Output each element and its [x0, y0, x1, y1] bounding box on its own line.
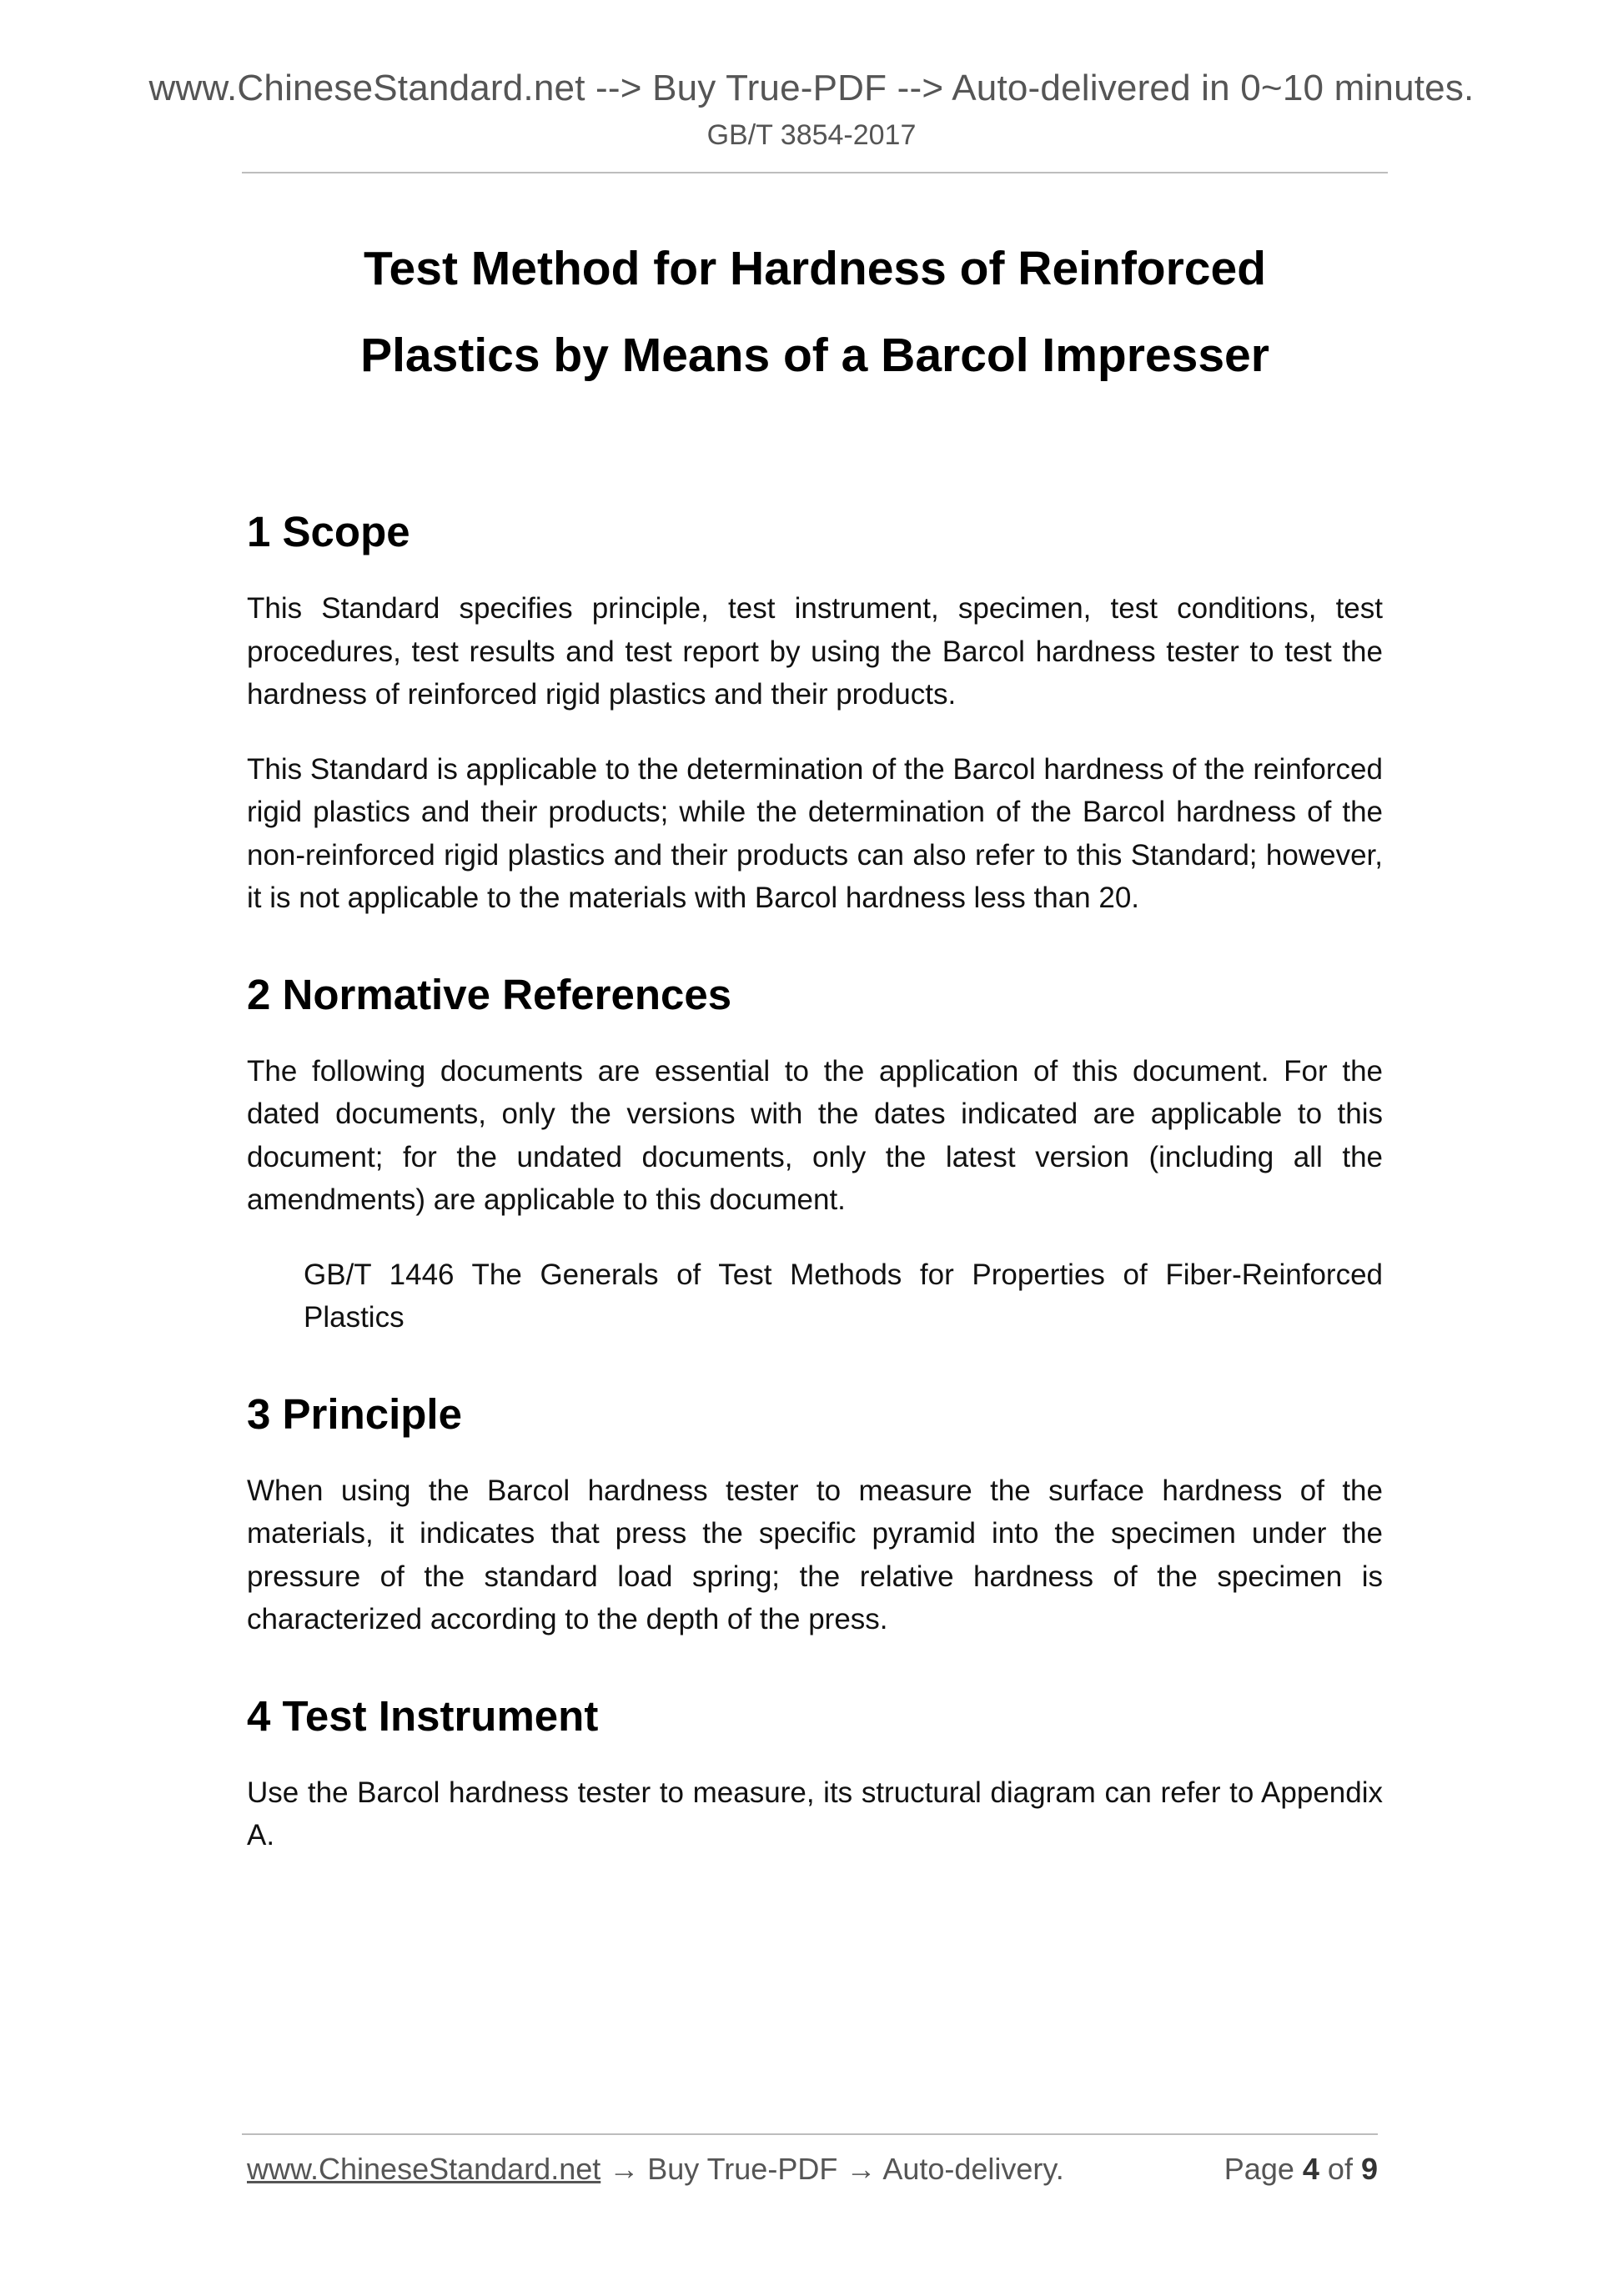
section-normative-references	[247, 955, 1383, 1339]
current-page: 4	[1302, 2152, 1319, 2186]
section-scope	[247, 492, 1383, 920]
document-title	[242, 225, 1388, 399]
page-label: Page	[1224, 2152, 1294, 2186]
paragraph: This Standard is applicable to the determination of the Barcol hardness of the reinforced rigid plastics and their products; while the determination of the Barcol hardness of the non-reinforced rigid plastics and their products can also refer to this Standard; however, it is not applicable to the materials with Barcol hardness less than 20.	[247, 752, 1383, 914]
section-heading: 4 Test Instrument	[247, 1691, 599, 1740]
paragraph: This Standard specifies principle, test instrument, specimen, test conditions, test procedures, test results and test report by using the Barcol hardness tester to test the hardness of reinforced rigid plastics and their products.	[247, 592, 1383, 711]
page-of-label: of	[1327, 2152, 1353, 2186]
page-number	[1224, 2148, 1378, 2190]
footer-site-link[interactable]: www.ChineseStandard.net	[247, 2152, 601, 2186]
paragraph: Use the Barcol hardness tester to measure, its structural diagram can refer to Appendix A.	[247, 1776, 1383, 1851]
header-divider	[242, 172, 1388, 173]
section-heading: 3 Principle	[247, 1389, 462, 1438]
page-header	[0, 65, 1623, 155]
section-test-instrument	[247, 1676, 1383, 1857]
total-pages: 9	[1360, 2152, 1378, 2186]
footer-promo	[247, 2148, 1064, 2190]
section-heading: 2 Normative References	[247, 970, 732, 1018]
header-standard-number: GB/T 3854-2017	[706, 119, 917, 151]
footer-promo-text: → Buy True-PDF → Auto-delivery.	[600, 2152, 1064, 2186]
paragraph: The following documents are essential to the application of this document. For the dated documents, only the versions with the dates indicated are applicable to this document; for the undated documents, only the latest version (including all the amendments) are applicable to this document.	[247, 1054, 1383, 1216]
paragraph: When using the Barcol hardness tester to measure the surface hardness of the materials, it indicates that press the specific pyramid into the specimen under the pressure of the standard load spring; the relative hardness of the specimen is characterized according to the depth of the press.	[247, 1474, 1383, 1635]
reference-item: GB/T 1446 The Generals of Test Methods for Properties of Fiber-Reinforced Plastics	[304, 1258, 1383, 1334]
document-title-line-2: Plastics by Means of a Barcol Impresser	[360, 329, 1269, 382]
header-promo-text: www.ChineseStandard.net --> Buy True-PDF --> Auto-delivered in 0~10 minutes.	[148, 68, 1475, 108]
document-body	[247, 492, 1383, 1892]
section-heading: 1 Scope	[247, 508, 410, 555]
section-principle	[247, 1374, 1383, 1641]
document-title-line-1: Test Method for Hardness of Reinforced	[363, 242, 1267, 295]
footer-divider	[242, 2133, 1378, 2135]
